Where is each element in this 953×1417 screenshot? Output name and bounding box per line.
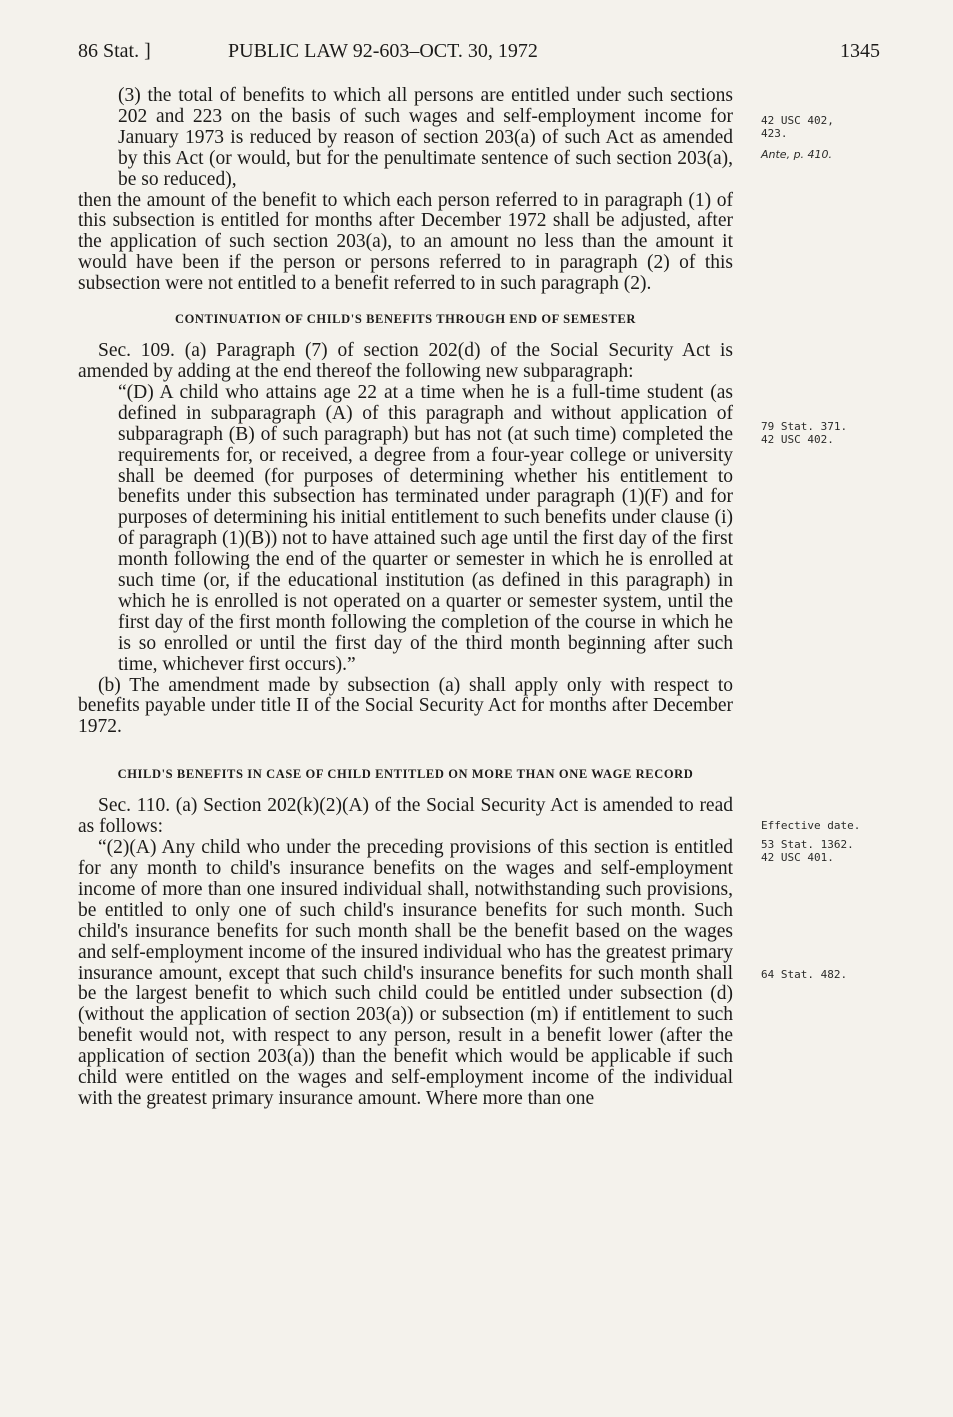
margin-citation: 42 USC 402.	[761, 433, 834, 446]
margin-citation: Effective date.	[761, 819, 861, 832]
subparagraph-d: “(D) A child who attains age 22 at a time when he is a full-time student (as defined in subparagraph (A) of this paragraph and without application of subparagraph (B) of such paragraph) but has not (at such time) completed the requirements for, or received, a degree from a four-year college or university shall be deemed (for purposes of determining whether his entitlement to benefits under this subsection has terminated under paragraph (1)(F) and for purposes of determining his initial entitlement to such benefits under clause (i) of paragraph (1)(B)) not to have attained such age until the first day of the first month following the end of the quarter or semester in which he is enrolled at such time (or, if the educational institution (as defined in this paragraph) in which he is enrolled is not operated on a quarter or semester system, until the first day of the first month following the completion of the course in which he is so enrolled or until the first day of the third month beginning after such time, whichever first occurs).”	[118, 381, 733, 675]
margin-note-4	[761, 968, 847, 981]
section-109-b: (b) The amendment made by subsection (a) shall apply only with respect to benefits payable under title II of the Social Security Act for months after December 1972.	[78, 674, 733, 738]
header-title: PUBLIC LAW 92-603–OCT. 30, 1972	[228, 40, 538, 62]
section-heading-109: CONTINUATION OF CHILD'S BENEFITS THROUGH END OF SEMESTER	[174, 312, 637, 327]
page-header	[78, 40, 880, 70]
margin-note-1	[761, 114, 834, 161]
section-heading-110: CHILD'S BENEFITS IN CASE OF CHILD ENTITLED ON MORE THAN ONE WAGE RECORD	[117, 767, 694, 782]
margin-citation: 42 USC 402,	[761, 114, 834, 127]
margin-note-3	[761, 819, 860, 864]
section-110-intro: Sec. 110. (a) Section 202(k)(2)(A) of the Social Security Act is amended to read as follows:	[78, 795, 733, 838]
paragraph-3-clause: (3) the total of benefits to which all persons are entitled under such sections 202 and 223 on the basis of such wages and self-employment income for January 1973 is reduced by reason of section 203(a) of such Act as amended by this Act (or would, but for the penultimate sentence of such section 203(a), be so reduced),	[118, 85, 733, 190]
margin-citation: 64 Stat. 482.	[761, 968, 848, 981]
margin-citation: 423.	[761, 127, 788, 140]
margin-citation: 53 Stat. 1362.	[761, 838, 854, 851]
section-110-text: “(2)(A) Any child who under the preceding provisions of this section is entitled for any month to child's insurance benefits on the wages and self-employment income of more than one insured individual shall, notwithstanding such provisions, be entitled to only one of such child's insurance benefits for such month. Such child's insurance benefits for such month shall be the benefit based on the wages and self-employment income of the insured individual who has the greatest primary insurance amount, except that such child's insurance benefits for such month shall be the largest benefit to which such child could be entitled under subsection (d) (without the application of section 203(a)) or subsection (m) if entitlement to such benefit would not, with respect to any person, result in a benefit lower (after the application of section 203(a)) than the benefit which would be applicable if such child were entitled on the wages and self-employment income of the individual with the greatest primary insurance amount. Where more than one	[78, 837, 733, 1109]
header-statute-ref: 86 Stat. ]	[78, 40, 151, 62]
margin-citation: 79 Stat. 371.	[761, 420, 848, 433]
page-number: 1345	[840, 40, 880, 62]
paragraph-then-clause: then the amount of the benefit to which each person referred to in paragraph (1) of this subsection is entitled for months after December 1972 shall be adjusted, after the application of such section 203(a), to an amount no less than the amount it would have been if the person or persons referred to in paragraph (2) of this subsection were not entitled to a benefit referred to in such paragraph (2).	[78, 189, 733, 295]
body-text	[78, 86, 733, 1110]
margin-citation: Ante, p. 410.	[761, 148, 833, 161]
margin-note-2	[761, 420, 847, 446]
margin-citation: 42 USC 401.	[761, 851, 834, 864]
section-109-intro: Sec. 109. (a) Paragraph (7) of section 202(d) of the Social Security Act is amended by adding at the end thereof the following new subparagraph:	[78, 340, 733, 382]
